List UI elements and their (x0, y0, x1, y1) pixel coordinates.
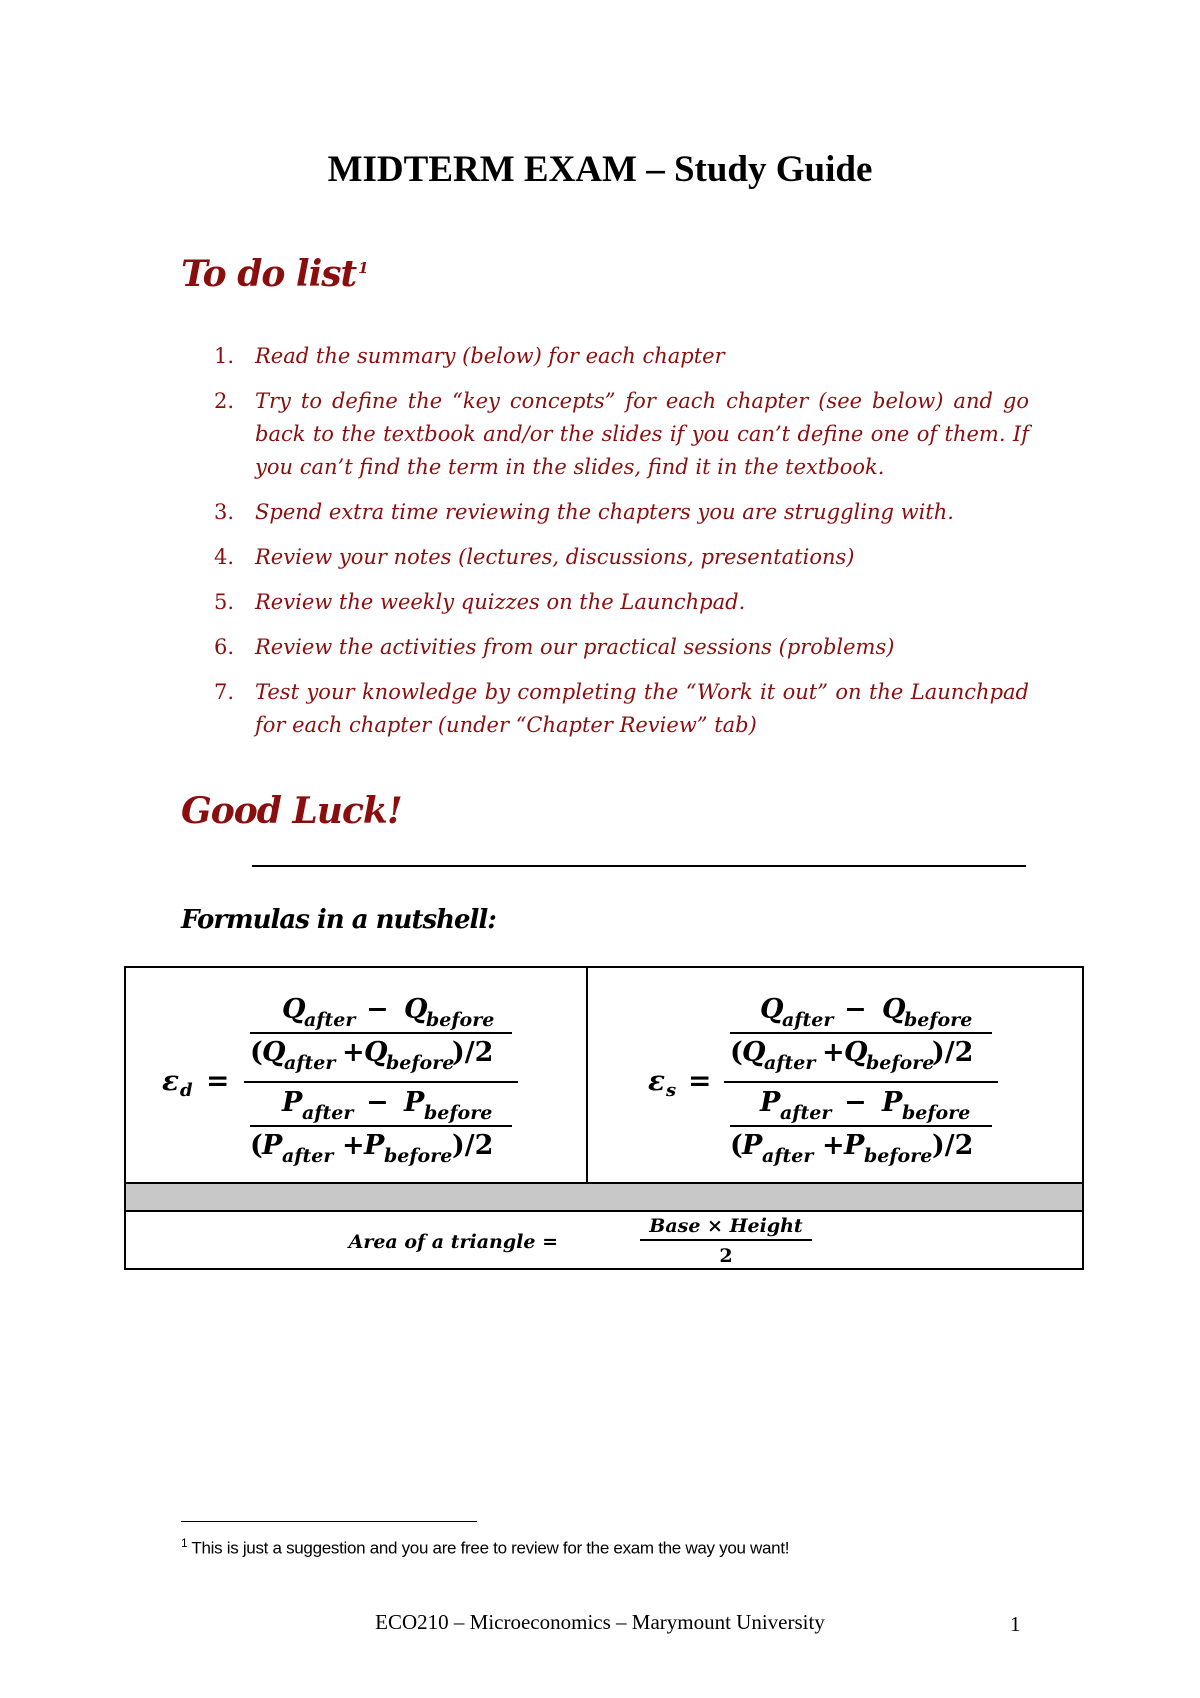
list-item-text: Try to define the “key concepts” for each chapter (see below) and go back to the textbook and/or the slides if you can’t define one of them. If you can’t find the term in the slides, find it in the textbook. (255, 389, 1029, 479)
p-after-subscript: after (282, 1145, 334, 1167)
divide-by-two: )/2 (932, 1130, 974, 1161)
q-before-symbol: Q (844, 1037, 868, 1068)
open-paren: ( (250, 1130, 263, 1161)
open-paren: ( (250, 1037, 263, 1068)
p-after-subscript: after (780, 1102, 832, 1124)
p-after-symbol: P (742, 1130, 763, 1161)
q-before-symbol: Q (882, 994, 906, 1025)
list-item-number: 2. (214, 389, 235, 413)
equals-sign: = (688, 1064, 712, 1097)
q-after-subscript: after (782, 1009, 834, 1031)
list-item (214, 631, 1029, 664)
epsilon-symbol: ε (648, 1064, 666, 1097)
page-title: MIDTERM EXAM – Study Guide (327, 149, 873, 190)
list-item-text: Review the weekly quizzes on the Launchpad. (255, 590, 746, 614)
list-item-number: 4. (214, 545, 235, 569)
footnote-divider (181, 1521, 477, 1522)
list-item-number: 3. (214, 500, 235, 524)
list-item (214, 676, 1029, 742)
q-after-symbol: Q (262, 1037, 286, 1068)
open-paren: ( (730, 1130, 743, 1161)
list-item (214, 586, 1029, 619)
p-after-subscript: after (762, 1145, 814, 1167)
p-after-symbol: P (262, 1130, 283, 1161)
formula-table (124, 966, 1084, 1270)
p-before-subscript: before (902, 1102, 971, 1124)
todo-heading-text: To do list (181, 253, 357, 295)
divide-by-two: )/2 (452, 1037, 494, 1068)
epsilon-subscript: d (180, 1080, 193, 1101)
triangle-numerator: Base × Height (649, 1215, 803, 1237)
open-paren: ( (730, 1037, 743, 1068)
q-after-subscript: after (284, 1052, 336, 1074)
q-before-symbol: Q (364, 1037, 388, 1068)
p-before-subscript: before (864, 1145, 933, 1167)
list-item-number: 5. (214, 590, 235, 614)
good-luck-heading: Good Luck! (181, 790, 402, 832)
divide-by-two: )/2 (932, 1037, 974, 1068)
p-after-subscript: after (302, 1102, 354, 1124)
supply-elasticity-cell (588, 968, 1082, 1182)
page-number: 1 (1010, 1612, 1021, 1636)
q-before-subscript: before (386, 1052, 455, 1074)
list-item-number: 7. (214, 680, 235, 704)
minus-sign: − (844, 994, 867, 1025)
q-before-symbol: Q (404, 994, 428, 1025)
list-item (214, 496, 1029, 529)
epsilon-symbol: ε (162, 1064, 180, 1097)
triangle-area-cell (126, 1210, 1082, 1268)
footnote (181, 1536, 789, 1559)
plus-sign: + (822, 1130, 845, 1161)
p-before-symbol: P (404, 1087, 425, 1118)
q-before-subscript: before (426, 1009, 495, 1031)
list-item (214, 340, 1029, 373)
plus-sign: + (342, 1037, 365, 1068)
minus-sign: − (366, 994, 389, 1025)
section-divider (252, 865, 1026, 867)
todo-heading (181, 253, 368, 295)
list-item-number: 1. (214, 344, 235, 368)
q-after-symbol: Q (282, 994, 306, 1025)
q-after-subscript: after (764, 1052, 816, 1074)
list-item-number: 6. (214, 635, 235, 659)
p-after-symbol: P (760, 1087, 781, 1118)
epsilon-subscript: s (666, 1080, 677, 1101)
list-item-text: Read the summary (below) for each chapter (255, 344, 725, 368)
p-before-symbol: P (364, 1130, 385, 1161)
triangle-area-formula (126, 1210, 1082, 1268)
list-item-text: Spend extra time reviewing the chapters you are struggling with. (255, 500, 954, 524)
footnote-text: This is just a suggestion and you are free to review for the exam the way you want! (191, 1538, 790, 1558)
q-before-subscript: before (904, 1009, 973, 1031)
p-before-subscript: before (384, 1145, 453, 1167)
list-item-text: Test your knowledge by completing the “Work it out” on the Launchpad for each chapter (under “Chapter Review” tab) (255, 680, 1029, 737)
p-before-subscript: before (424, 1102, 493, 1124)
supply-elasticity-formula (588, 968, 1082, 1182)
triangle-label: Area of a triangle = (348, 1231, 558, 1253)
q-before-subscript: before (866, 1052, 935, 1074)
triangle-denominator: 2 (719, 1245, 733, 1267)
demand-elasticity-formula (126, 968, 586, 1182)
q-after-symbol: Q (742, 1037, 766, 1068)
list-item-text: Review the activities from our practical sessions (problems) (255, 635, 895, 659)
demand-elasticity-cell (126, 968, 588, 1182)
footnote-mark: 1 (181, 1536, 188, 1550)
footnote-ref: 1 (358, 259, 368, 277)
minus-sign: − (844, 1087, 867, 1118)
formulas-heading: Formulas in a nutshell: (181, 905, 496, 935)
divide-by-two: )/2 (452, 1130, 494, 1161)
list-item (214, 385, 1029, 484)
plus-sign: + (342, 1130, 365, 1161)
plus-sign: + (822, 1037, 845, 1068)
q-after-symbol: Q (760, 994, 784, 1025)
todo-list (214, 340, 1029, 754)
separator-row (126, 1182, 1082, 1212)
p-before-symbol: P (882, 1087, 903, 1118)
q-after-subscript: after (304, 1009, 356, 1031)
p-after-symbol: P (282, 1087, 303, 1118)
page-footer: ECO210 – Microeconomics – Marymount University (375, 1610, 825, 1634)
equals-sign: = (206, 1064, 230, 1097)
list-item (214, 541, 1029, 574)
minus-sign: − (366, 1087, 389, 1118)
p-before-symbol: P (844, 1130, 865, 1161)
list-item-text: Review your notes (lectures, discussions, presentations) (255, 545, 855, 569)
